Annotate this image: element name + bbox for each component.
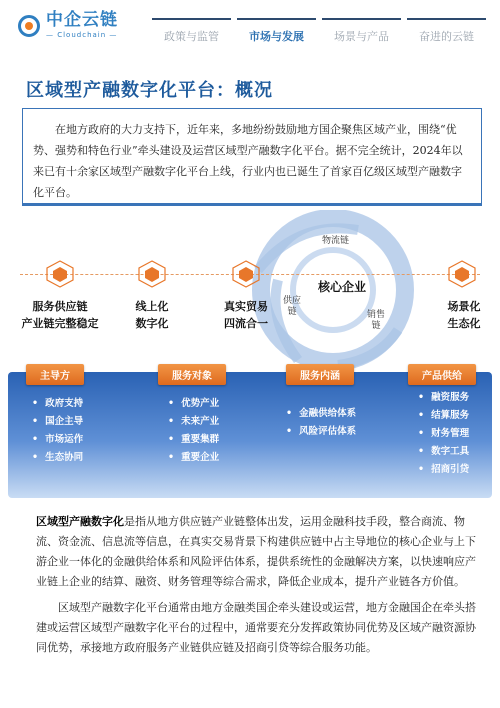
category-head: 服务对象 <box>158 364 226 385</box>
logo-english-name: — Cloudchain — <box>46 31 118 39</box>
list-item: • 结算服务 <box>418 407 476 425</box>
list-item: • 未来产业 <box>168 413 226 431</box>
category-head: 服务内涵 <box>286 364 354 385</box>
category-head: 主导方 <box>26 364 84 385</box>
category-band <box>8 372 492 498</box>
category-head: 产品供给 <box>408 364 476 385</box>
list-item: • 生态协同 <box>32 449 84 467</box>
section-nav <box>152 18 486 50</box>
cloudchain-logo-icon <box>18 15 40 37</box>
list-item: • 风险评估体系 <box>286 423 356 441</box>
list-item: • 国企主导 <box>32 413 84 431</box>
list-item: • 金融供给体系 <box>286 405 356 423</box>
body-paragraph-operation: 区域型产融数字化平台通常由地方金融类国企牵头建设或运营，地方金融国企在牵头搭建或运营区域型产融数字化平台的过程中，通常要充分发挥政策协同优势及区域产融资源协同优势，承接地方政府服务产业链供应链及招商引贷等综合服务功能。 <box>36 601 476 654</box>
logo-chinese-name: 中企云链 <box>46 10 118 30</box>
page-title: 区域型产融数字化平台：概况 <box>26 80 273 101</box>
list-item: • 市场运作 <box>32 431 84 449</box>
category-target <box>158 364 226 467</box>
body-paragraph-definition <box>36 512 484 592</box>
nav-tab-cloudchain[interactable]: 奋进的云链 <box>407 18 486 50</box>
node-label-trade: 真实贸易 四流合一 <box>224 300 268 330</box>
nav-tab-policy[interactable]: 政策与监管 <box>152 18 231 50</box>
intro-text: 在地方政府的大力支持下，近年来，多地纷纷鼓励地方国企聚焦区域产业，围绕“优势、强势和特色行业”牵头建设及运营区域型产融数字化平台。据不完全统计，2024年以来已有十余家区域型产融数字化平台上线，行业内也已诞生了首家百亿级区域型产融数字化平台。 <box>33 123 463 199</box>
nav-tab-market[interactable]: 市场与发展 <box>237 18 316 50</box>
ring-label-logistics: 物流链 <box>322 236 350 246</box>
node-label-digital: 线上化 数字化 <box>135 300 169 330</box>
list-item: • 财务管理 <box>418 425 476 443</box>
list-item: • 融资服务 <box>418 389 476 407</box>
list-item: • 数字工具 <box>418 443 476 461</box>
core-enterprise-label: 核心企业 <box>318 280 367 294</box>
category-scope <box>286 364 356 441</box>
list-item: • 招商引贷 <box>418 461 476 479</box>
ecosystem-diagram <box>0 210 500 370</box>
node-cube-icon <box>448 260 476 288</box>
category-leader <box>26 364 84 467</box>
node-cube-icon <box>46 260 74 288</box>
body-term: 区域型产融数字化 <box>36 515 124 528</box>
category-products <box>408 364 476 479</box>
ring-label-supply: 供应 链 <box>282 296 301 317</box>
list-item: • 政府支持 <box>32 395 84 413</box>
node-cube-icon <box>138 260 166 288</box>
list-item: • 优势产业 <box>168 395 226 413</box>
intro-box <box>22 108 482 206</box>
node-cube-icon <box>232 260 260 288</box>
body-definition-text: 是指从地方供应链产业链整体出发，运用金融科技手段，整合商流、物流、资金流、信息流等信息，在真实交易背景下构建供应链中占主导地位的核心企业与上下游企业一体化的金融供给体系和风险评估体系，提供系统性的金融解决方案，以快速响应产业链上企业的结算、融资、财务管理等综合需求，降低企业成本，提升产业链各方价值。 <box>36 515 476 588</box>
node-label-ecosystem: 场景化 生态化 <box>447 300 481 330</box>
brand-logo <box>18 12 118 39</box>
list-item: • 重要企业 <box>168 449 226 467</box>
nav-tab-scenarios[interactable]: 场景与产品 <box>322 18 401 50</box>
list-item: • 重要集群 <box>168 431 226 449</box>
node-label-supply-chain: 服务供应链 产业链完整稳定 <box>21 300 99 330</box>
ring-label-sales: 销售 链 <box>366 310 385 331</box>
